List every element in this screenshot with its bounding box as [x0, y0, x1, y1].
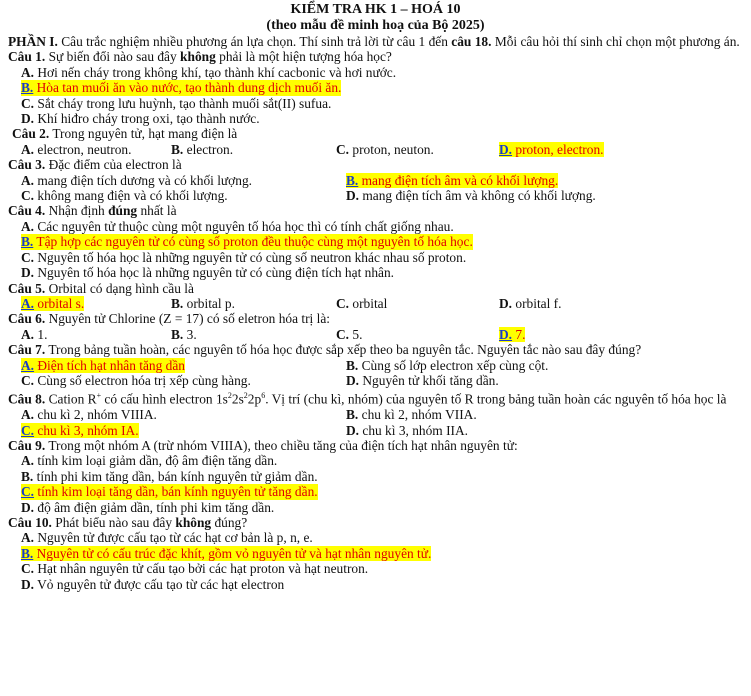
- question-3: [8, 157, 743, 203]
- option-c-correct[interactable]: C. chu kì 3, nhóm IA.: [21, 422, 139, 438]
- option-a[interactable]: A. chu kì 2, nhóm VIIIA.: [21, 407, 157, 423]
- exam-subtitle: (theo mẫu đề minh hoạ của Bộ 2025): [266, 18, 485, 33]
- option-b[interactable]: B. chu kì 2, nhóm VIIA.: [346, 407, 477, 423]
- option-b[interactable]: B. orbital p.: [171, 295, 235, 311]
- option-b[interactable]: B. electron.: [171, 141, 234, 157]
- question-7: [8, 342, 743, 388]
- option-d[interactable]: D. độ âm điện giảm dần, tính phi kim tăng dần.: [21, 499, 275, 515]
- option-b-correct[interactable]: B. Nguyên tử có cấu trúc đặc khít, gồm vỏ nguyên tử và hạt nhân nguyên tử.: [21, 545, 432, 561]
- option-c[interactable]: C. proton, neuton.: [336, 141, 434, 157]
- option-c[interactable]: C. orbital: [336, 295, 388, 311]
- question-stem: Câu 7. Trong bảng tuần hoàn, các nguyên tố hóa học được sắp xếp theo ba nguyên tắc. Nguyên tắc nào sau đây đúng?: [8, 342, 642, 358]
- option-a[interactable]: A. Các nguyên tử thuộc cùng một nguyên tố hóa học thì có tính chất giống nhau.: [21, 218, 454, 234]
- option-d[interactable]: D. orbital f.: [499, 295, 562, 311]
- option-a[interactable]: A. electron, neutron.: [21, 141, 132, 157]
- option-c-correct[interactable]: C. tính kim loại tăng dần, bán kính nguyên tử tăng dần.: [21, 484, 318, 500]
- question-4: [8, 203, 743, 280]
- option-c[interactable]: C. không mang điện và có khối lượng.: [21, 188, 228, 204]
- option-b[interactable]: B. Cùng số lớp electron xếp cùng cột.: [346, 357, 549, 373]
- option-a-correct[interactable]: A. orbital s.: [21, 295, 85, 311]
- question-8: [8, 388, 743, 438]
- part1-instructions: PHẦN I. Câu trắc nghiệm nhiều phương án lựa chọn. Thí sinh trả lời từ câu 1 đến câu 18. Mỗi câu hỏi thí sinh chỉ chọn một phương án.: [8, 34, 740, 49]
- option-b-correct[interactable]: B. Tập hợp các nguyên tử có cùng số proton đều thuộc cùng một nguyên tố hóa học.: [21, 234, 473, 250]
- option-d[interactable]: D. Vỏ nguyên tử được cấu tạo từ các hạt electron: [21, 576, 285, 592]
- question-stem: Câu 2. Trong nguyên tử, hạt mang điện là: [12, 126, 238, 142]
- option-d[interactable]: D. Nguyên tố hóa học là những nguyên tử có cùng điện tích hạt nhân.: [21, 265, 395, 281]
- option-d[interactable]: D. chu kì 3, nhóm IIA.: [346, 422, 469, 438]
- question-10: [8, 515, 743, 592]
- option-b[interactable]: B. 3.: [171, 326, 197, 342]
- option-d-correct[interactable]: D. proton, electron.: [499, 141, 604, 157]
- option-a[interactable]: A. mang điện tích dương và có khối lượng.: [21, 172, 253, 188]
- option-d-correct[interactable]: D. 7.: [499, 326, 526, 342]
- option-c[interactable]: C. Sắt cháy trong lưu huỳnh, tạo thành muối sắt(II) sufua.: [21, 95, 332, 111]
- question-stem: Câu 3. Đặc điểm của electron là: [8, 157, 182, 173]
- question-6: [8, 311, 743, 342]
- question-stem: Câu 6. Nguyên tử Chlorine (Z = 17) có số eletron hóa trị là:: [8, 311, 331, 327]
- question-9: [8, 438, 743, 515]
- option-a-correct[interactable]: A. Điện tích hạt nhân tăng dần: [21, 357, 186, 373]
- question-5: [8, 281, 743, 312]
- option-c[interactable]: C. Nguyên tố hóa học là những nguyên tử có cùng số neutron khác nhau số proton.: [21, 249, 467, 265]
- option-c[interactable]: C. Cùng số electron hóa trị xếp cùng hàng.: [21, 372, 251, 388]
- option-b-correct[interactable]: B. mang điện tích âm và có khối lượng.: [346, 172, 559, 188]
- question-stem: Câu 5. Orbital có dạng hình cầu là: [8, 280, 194, 296]
- option-b-correct[interactable]: B. Hòa tan muối ăn vào nước, tạo thành dung dịch muối ăn.: [21, 80, 342, 96]
- exam-title: KIỂM TRA HK 1 – HOÁ 10: [290, 2, 461, 17]
- option-a[interactable]: A. 1.: [21, 326, 48, 342]
- option-d[interactable]: D. mang điện tích âm và không có khối lượng.: [346, 188, 596, 204]
- question-2: [8, 126, 743, 157]
- question-stem: Câu 10. Phát biểu nào sau đây không đúng?: [8, 515, 248, 531]
- question-1: [8, 49, 743, 126]
- part1-label: PHẦN I.: [8, 34, 58, 49]
- option-d[interactable]: D. Khí hiđro cháy trong oxi, tạo thành nước.: [21, 111, 260, 127]
- question-stem: Câu 1. Sự biến đổi nào sau đây không phải là một hiện tượng hóa học?: [8, 49, 392, 65]
- question-stem: Câu 9. Trong một nhóm A (trừ nhóm VIIIA), theo chiều tăng của điện tích hạt nhân nguyên tử:: [8, 438, 518, 454]
- option-a[interactable]: A. Hơi nến cháy trong không khí, tạo thành khí cacbonic và hơi nước.: [21, 64, 397, 80]
- option-c[interactable]: C. Hạt nhân nguyên tử cấu tạo bởi các hạt proton và hạt neutron.: [21, 561, 369, 577]
- option-a[interactable]: A. tính kim loại giảm dần, độ âm điện tăng dần.: [21, 453, 278, 469]
- option-a[interactable]: A. Nguyên tử được cấu tạo từ các hạt cơ bản là p, n, e.: [21, 530, 313, 546]
- question-stem: Câu 4. Nhận định đúng nhất là: [8, 203, 177, 219]
- option-d[interactable]: D. Nguyên tử khối tăng dần.: [346, 372, 499, 388]
- option-b[interactable]: B. tính phi kim tăng dần, bán kính nguyên tử giảm dần.: [21, 468, 318, 484]
- question-stem: Câu 8. Cation R+ có cấu hình electron $1s^22s^22p^6$. Vị trí (chu kì, nhóm) của nguyên tố R trong bảng tuần hoàn các nguyên tố hóa học là: [8, 391, 727, 407]
- option-c[interactable]: C. 5.: [336, 326, 363, 342]
